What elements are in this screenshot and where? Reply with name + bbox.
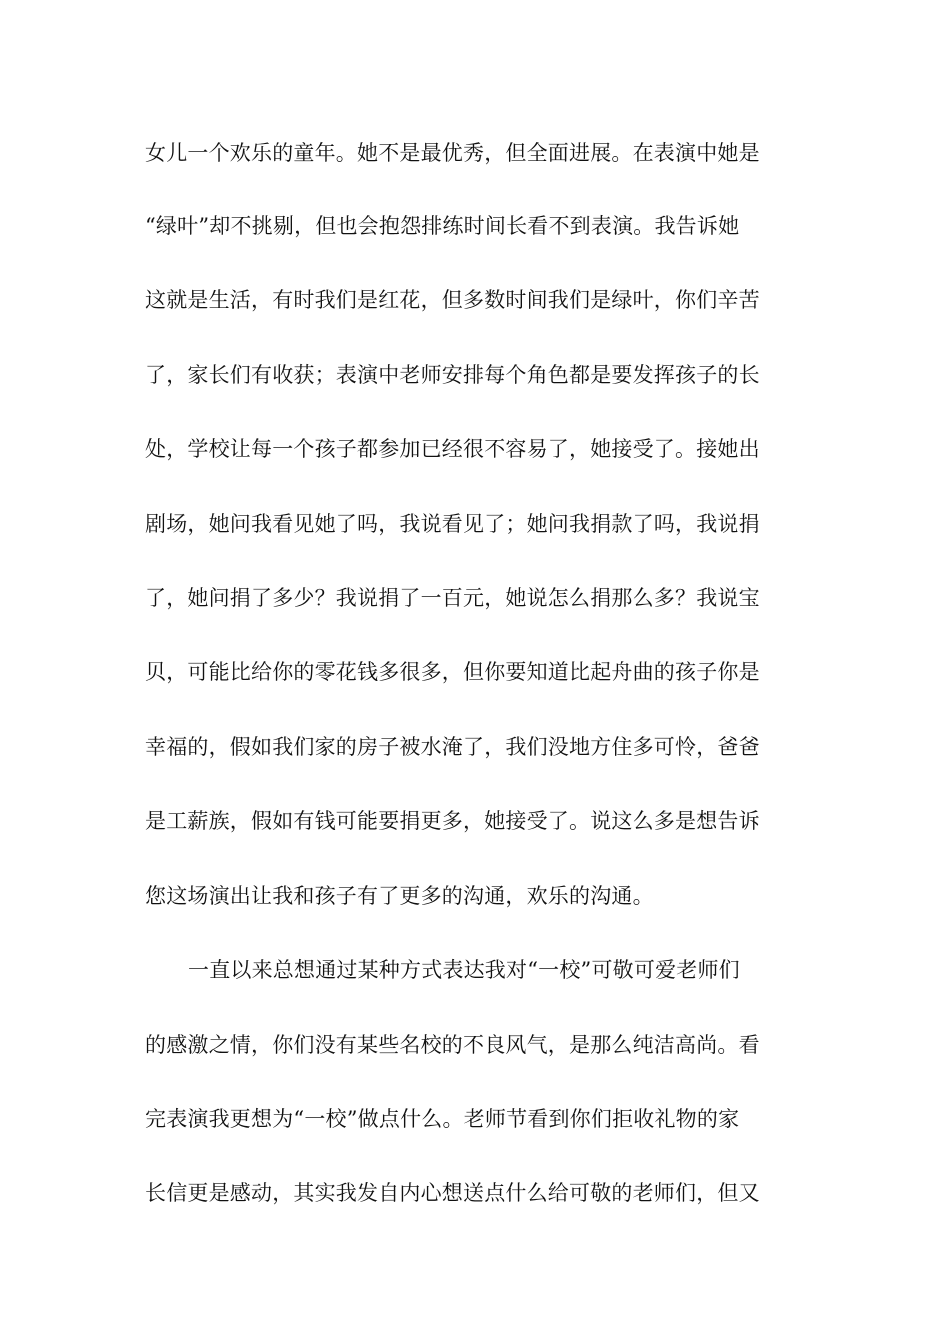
text-line: 幸福的，假如我们家的房子被水淹了，我们没地方住多可怜，爸爸 (145, 735, 760, 759)
text-line: “绿叶”却不挑剔，但也会抱怨排练时间长看不到表演。我告诉她 (145, 214, 740, 238)
text-line: 了，她问捐了多少？我说捐了一百元，她说怎么捐那么多？我说宝 (145, 586, 760, 610)
text-line: 处，学校让每一个孩子都参加已经很不容易了，她接受了。接她出 (145, 437, 760, 461)
text-line: 这就是生活，有时我们是红花，但多数时间我们是绿叶，你们辛苦 (145, 288, 760, 312)
text-line: 的感激之情，你们没有某些名校的不良风气，是那么纯洁高尚。看 (145, 1033, 760, 1057)
text-line: 长信更是感动，其实我发自内心想送点什么给可敬的老师们，但又 (145, 1181, 760, 1205)
paragraph-first-line: 一直以来总想通过某种方式表达我对“一校”可敬可爱老师们 (188, 958, 740, 982)
text-line: 完表演我更想为“一校”做点什么。老师节看到你们拒收礼物的家 (145, 1107, 740, 1131)
text-line: 您这场演出让我和孩子有了更多的沟通，欢乐的沟通。 (145, 884, 654, 908)
text-line: 剧场，她问我看见她了吗，我说看见了；她问我捐款了吗，我说捐 (145, 512, 760, 536)
text-line: 了，家长们有收获；表演中老师安排每个角色都是要发挥孩子的长 (145, 363, 760, 387)
text-line: 是工薪族，假如有钱可能要捐更多，她接受了。说这么多是想告诉 (145, 809, 760, 833)
text-line: 女儿一个欢乐的童年。她不是最优秀，但全面进展。在表演中她是 (145, 141, 760, 165)
text-line: 贝，可能比给你的零花钱多很多，但你要知道比起舟曲的孩子你是 (145, 660, 760, 684)
